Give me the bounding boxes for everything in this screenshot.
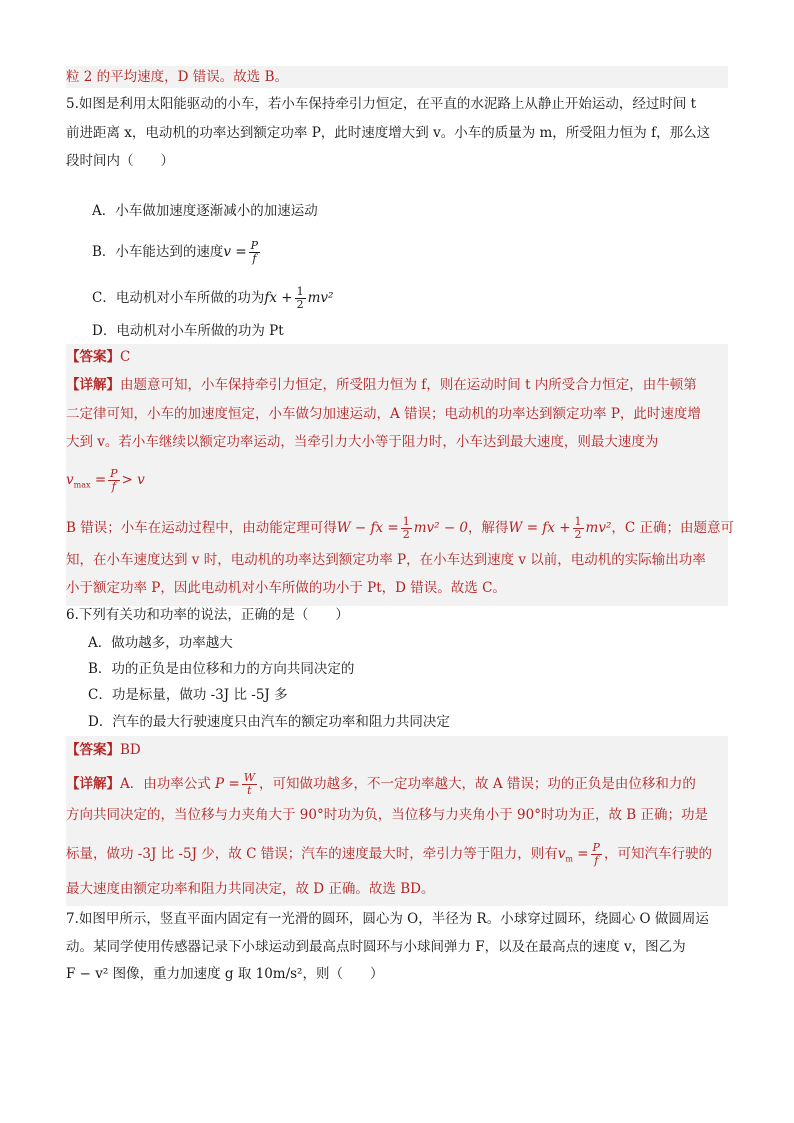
fraction (591, 842, 602, 867)
detail-text: ，可知汽车行驶的 (603, 846, 712, 862)
q6-stem: 6.下列有关功和功率的说法，正确的是（ ） (66, 607, 349, 623)
q5-vmax-formula (66, 468, 145, 495)
vm-symbol: v (557, 846, 566, 862)
detail-label: 【详解】 (66, 377, 120, 393)
q6-option-b: B．功的正负是由位移和力的方向共同决定的 (88, 661, 355, 677)
q6-detail-line-3 (66, 842, 712, 869)
q5-detail-line-4 (66, 516, 734, 541)
detail-text: 标量，做功 -3J 比 -5J 少，故 C 错误；汽车的速度最大时，牵引力等于阻力，则有 (66, 846, 558, 862)
q5-answer (66, 348, 130, 366)
denominator: f (594, 854, 599, 867)
answer-value: BD (120, 742, 141, 758)
q5-option-c-tail: mv² (307, 290, 334, 306)
q5-option-b-text: B．小车能达到的速度 (92, 244, 224, 260)
q6-option-d: D．汽车的最大行驶速度只由汽车的额定功率和阻力共同决定 (88, 714, 450, 730)
q5-stem-line-3: 段时间内（ ） (66, 153, 174, 169)
q7-stem-line-1: 7.如图甲所示，竖直平面内固定有一光滑的圆环，圆心为 O，半径为 R。小球穿过圆环，绕圆心 O 做圆周运 (66, 911, 709, 927)
q5-option-c (92, 286, 333, 311)
q5-option-c-text: C．电动机对小车所做的功为 (92, 290, 265, 306)
vm-equals: = (577, 846, 589, 862)
q6-answer (66, 741, 141, 759)
detail-text: ，可知做功越多，不一定功率越大，故 A 错误；功的正负是由位移和力的 (259, 776, 696, 792)
denominator: 2 (296, 298, 304, 311)
fraction (295, 286, 306, 311)
numerator: 1 (296, 285, 304, 298)
equation-part: mv² − 0 (413, 520, 469, 536)
fraction (242, 772, 257, 797)
denominator: f (252, 252, 257, 265)
answer-value: C (120, 349, 131, 365)
q5-option-c-fx: fx + (264, 290, 293, 306)
detail-text: ，解得 (468, 520, 509, 536)
fraction (108, 468, 119, 493)
q5-detail-line-2: 二定律可知，小车的加速度恒定，小车做匀加速运动，A 错误；电动机的功率达到额定功率 P，此时速度增 (66, 406, 701, 422)
q5-detail-line-3: 大到 v。若小车继续以额定功率运动，当牵引力大小等于阻力时，小车达到最大速度，则最大速度为 (66, 434, 659, 450)
q5-detail-line-1 (66, 376, 697, 394)
q7-stem-line-3: F − v² 图像，重力加速度 g 取 10m/s²，则（ ） (66, 966, 384, 982)
fraction (249, 240, 260, 265)
q6-detail-line-1 (66, 772, 696, 797)
q5-detail-line-5: 知，在小车速度达到 v 时，电动机的功率达到额定功率 P，在小车达到速度 v 以前，电动机的实际输出功率 (66, 552, 706, 568)
q5-option-d: D．电动机对小车所做的功为 Pt (92, 323, 284, 339)
numerator: 1 (574, 515, 582, 528)
equation-part: P = (215, 776, 240, 792)
denominator: t (247, 784, 252, 797)
denominator: 2 (574, 528, 582, 541)
vmax-symbol: v (66, 472, 74, 488)
q6-option-c: C．功是标量，做功 -3J 比 -5J 多 (88, 687, 288, 703)
denominator: f (111, 480, 116, 493)
numerator: P (592, 841, 600, 854)
equation-part: W − fx = (336, 520, 399, 536)
q5-option-a: A．小车做加速度逐渐减小的加速运动 (92, 203, 318, 219)
equation-part: mv² (585, 520, 612, 536)
denominator: 2 (402, 528, 410, 541)
fraction (573, 516, 584, 541)
q5-detail-line-6: 小于额定功率 P，因此电动机对小车所做的功小于 Pt，D 错误。故选 C。 (66, 580, 506, 596)
vmax-equals: = (94, 472, 107, 488)
prev-explanation-tail: 粒 2 的平均速度，D 错误。故选 B。 (66, 69, 288, 85)
detail-text: 由题意可知，小车保持牵引力恒定，所受阻力恒为 f，则在运动时间 t 内所受合力恒定，由牛顿第 (120, 377, 697, 393)
numerator: P (110, 467, 118, 480)
q7-stem-line-2: 动。某同学使用传感器记录下小球运动到最高点时圆环与小球间弹力 F，以及在最高点的速度 v，图乙为 (66, 939, 686, 955)
detail-text: B 错误；小车在运动过程中，由动能定理可得 (66, 520, 337, 536)
q5-option-b-lhs: v = (223, 244, 247, 260)
detail-text: ，C 正确；由题意可 (611, 520, 734, 536)
detail-label: 【详解】 (66, 776, 120, 792)
vm-subscript: m (565, 854, 573, 864)
answer-label: 【答案】 (66, 742, 120, 758)
q5-option-b (92, 240, 262, 265)
equation-part: W = fx + (508, 520, 571, 536)
answer-label: 【答案】 (66, 349, 120, 365)
numerator: W (243, 771, 256, 784)
q6-detail-line-2: 方向共同决定的，当位移与力夹角大于 90°时功为负，当位移与力夹角小于 90°时功为正，故 B 正确；功是 (66, 807, 708, 823)
q6-option-a: A．做功越多，功率越大 (88, 635, 233, 651)
detail-text: A．由功率公式 (120, 776, 211, 792)
vmax-subscript: max (73, 480, 91, 490)
fraction (401, 516, 412, 541)
q5-stem-line-2: 前进距离 x，电动机的功率达到额定功率 P，此时速度增大到 v。小车的质量为 m，所受阻力恒为 f，那么这 (66, 125, 711, 141)
numerator: 1 (402, 515, 410, 528)
numerator: P (250, 239, 259, 252)
q5-stem-line-1: 5.如图是利用太阳能驱动的小车，若小车保持牵引力恒定，在平直的水泥路上从静止开始运动，经过时间 t (66, 96, 697, 112)
vmax-tail: > v (121, 472, 145, 488)
q6-detail-line-4: 最大速度由额定功率和阻力共同决定，故 D 正确。故选 BD。 (66, 881, 435, 897)
